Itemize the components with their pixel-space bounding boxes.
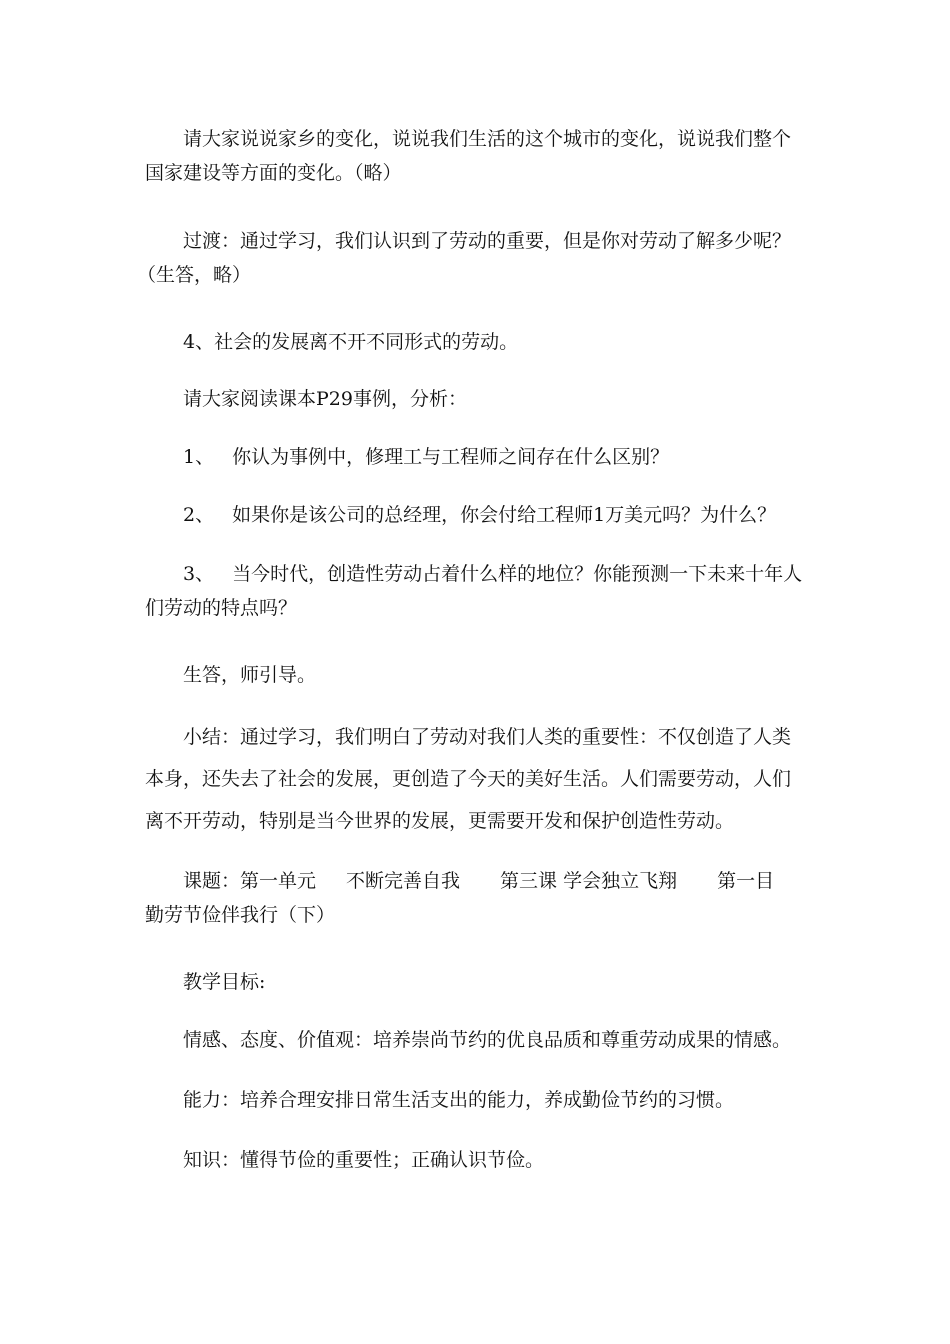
paragraph-transition	[137, 224, 805, 292]
paragraph-hometown-change	[145, 122, 805, 190]
paragraph-line: 请大家阅读课本P29事例，分析：	[183, 388, 467, 410]
question-number: 1、	[183, 446, 215, 468]
topic-lesson: 第三课 学会独立飞翔	[500, 870, 678, 892]
paragraph-read-textbook	[145, 382, 805, 416]
paragraph-summary	[145, 720, 805, 838]
paragraph-section-4	[145, 325, 805, 359]
paragraph-line: 离不开劳动，特别是当今世界的发展，更需要开发和保护创造性劳动。	[145, 810, 735, 832]
question-1	[145, 440, 805, 474]
goal-emotion	[145, 1023, 805, 1057]
paragraph-line: （生答，略）	[137, 264, 252, 286]
topic-title: 勤劳节俭伴我行（下）	[145, 904, 336, 926]
question-text: 如果你是该公司的总经理，你会付给工程师1万美元吗？为什么？	[232, 504, 777, 526]
paragraph-line: 请大家说说家乡的变化，说说我们生活的这个城市的变化，说说我们整个	[183, 128, 792, 150]
goal-knowledge	[145, 1143, 805, 1177]
paragraph-line: 教学目标:	[183, 971, 266, 993]
question-number: 2、	[183, 504, 215, 526]
paragraph-line: 能力：培养合理安排日常生活支出的能力，养成勤俭节约的习惯。	[183, 1089, 735, 1111]
question-number: 3、	[183, 563, 215, 585]
topic-unit: 课题：第一单元	[183, 870, 317, 892]
question-text: 当今时代，创造性劳动占着什么样的地位？你能预测一下未来十年人	[232, 563, 803, 585]
paragraph-line: 情感、态度、价值观：培养崇尚节约的优良品质和尊重劳动成果的情感。	[183, 1029, 792, 1051]
paragraph-line: 们劳动的特点吗？	[145, 597, 298, 619]
question-2	[145, 498, 805, 532]
paragraph-line: 本身，还失去了社会的发展，更创造了今天的美好生活。人们需要劳动，人们	[145, 768, 792, 790]
goals-heading	[145, 965, 805, 999]
paragraph-line: 生答，师引导。	[183, 664, 317, 686]
topic-unit-title: 不断完善自我	[346, 870, 461, 892]
paragraph-line: 小结：通过学习，我们明白了劳动对我们人类的重要性：不仅创造了人类	[183, 726, 792, 748]
goal-ability	[145, 1083, 805, 1117]
question-3	[145, 557, 805, 625]
paragraph-line: 过渡：通过学习，我们认识到了劳动的重要，但是你对劳动了解多少呢？	[183, 230, 792, 252]
topic-section: 第一目	[717, 870, 775, 892]
lesson-topic	[145, 864, 805, 932]
question-text: 你认为事例中，修理工与工程师之间存在什么区别？	[232, 446, 670, 468]
paragraph-student-answer	[145, 658, 805, 692]
paragraph-line: 知识：懂得节俭的重要性；正确认识节俭。	[183, 1149, 545, 1171]
paragraph-line: 国家建设等方面的变化。（略）	[145, 162, 402, 184]
paragraph-line: 4、社会的发展离不开不同形式的劳动。	[183, 331, 519, 353]
